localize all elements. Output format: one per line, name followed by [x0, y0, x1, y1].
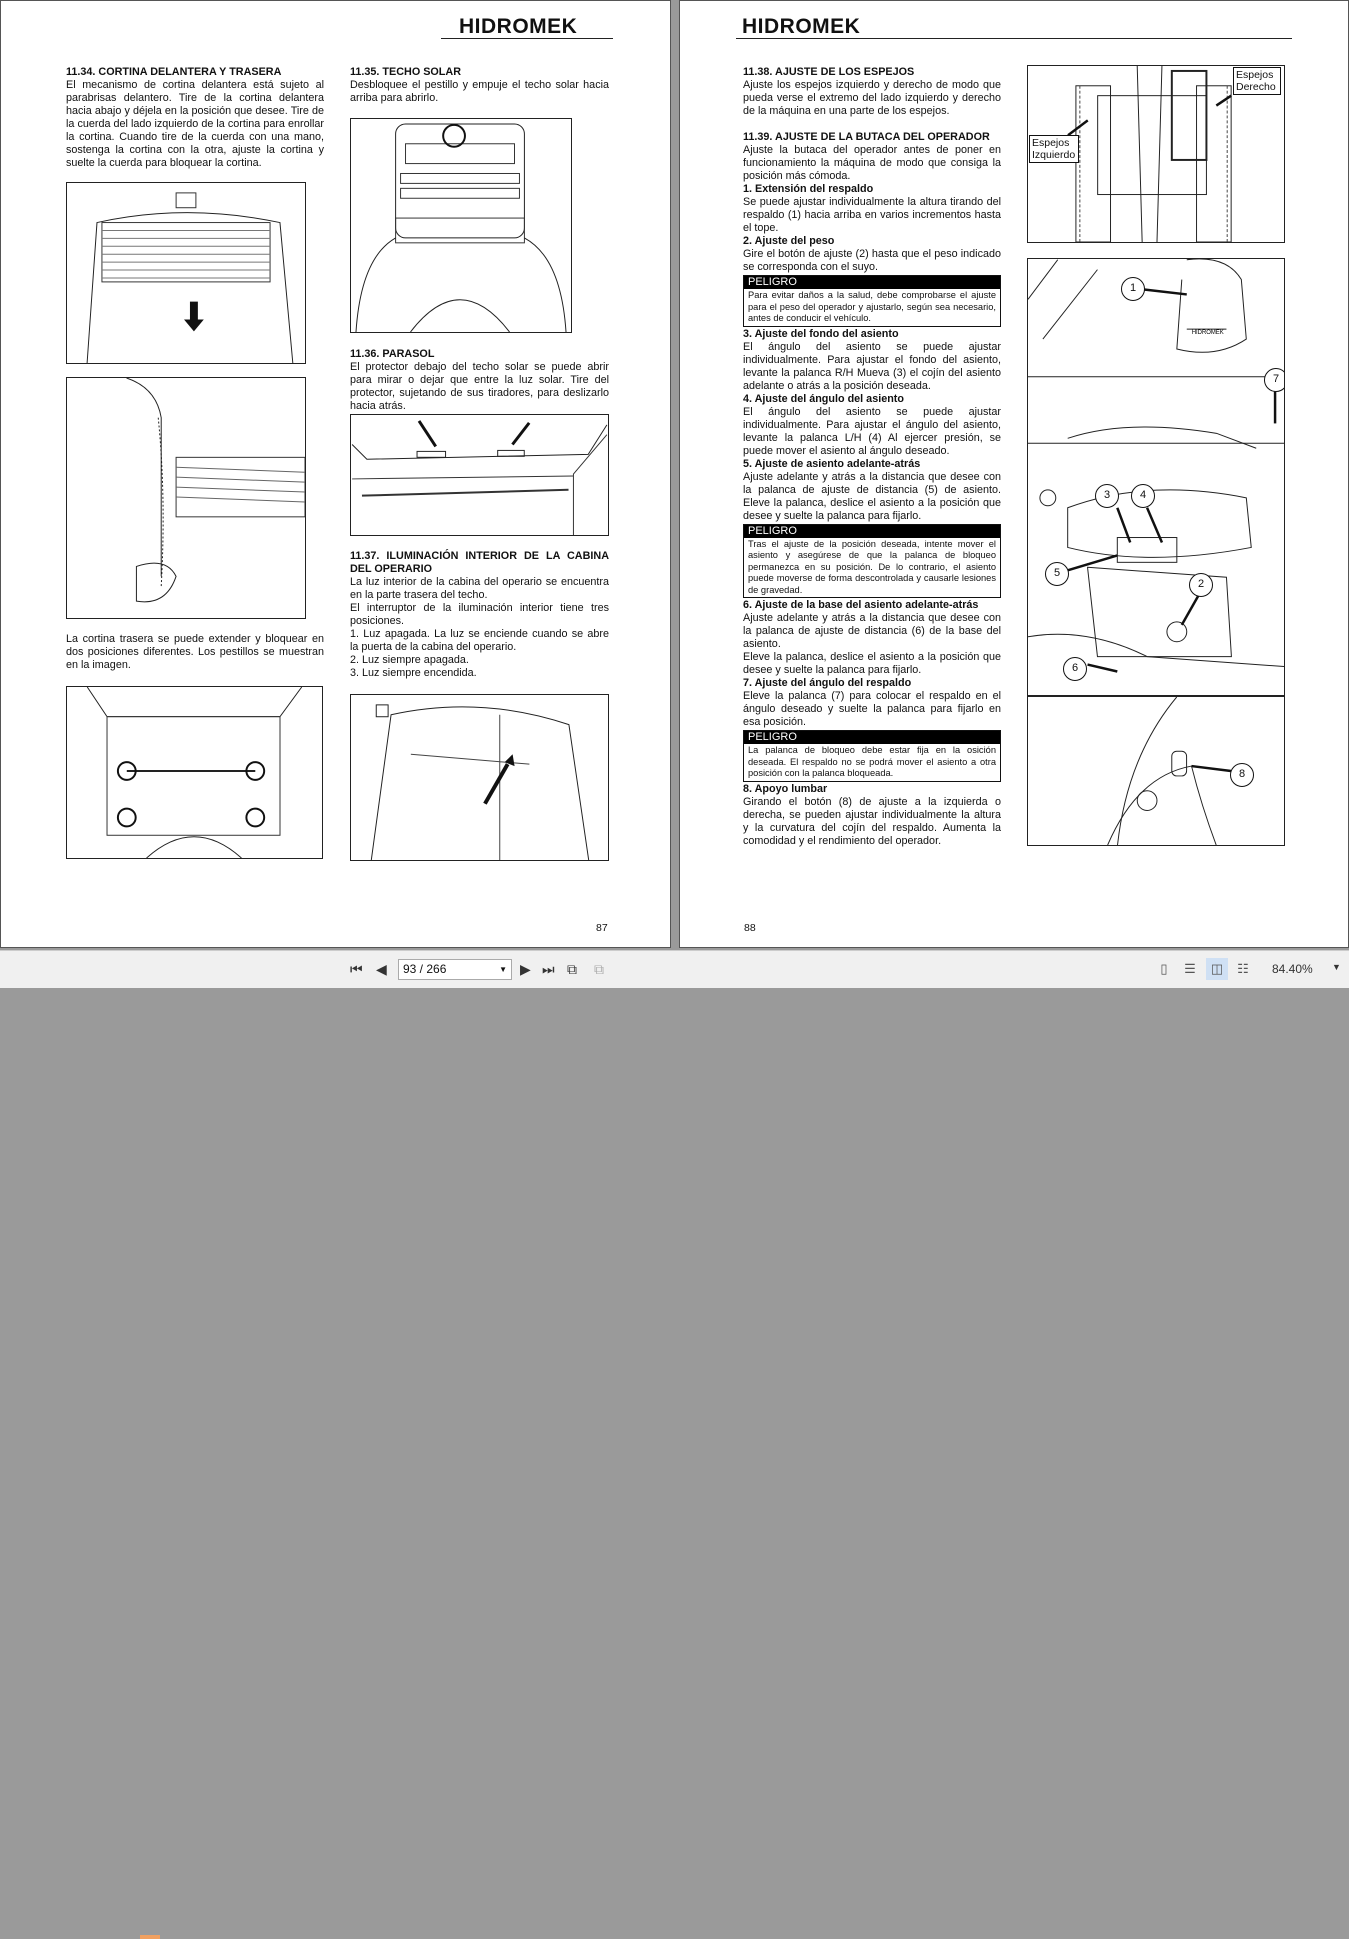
item-heading: 4. Ajuste del ángulo del asiento	[743, 392, 904, 405]
danger-box	[743, 275, 1001, 327]
section-text: 1. Luz apagada. La luz se enciende cuando se abre la puerta de la cabina del operario.	[350, 628, 609, 653]
section-title: 11.34. CORTINA DELANTERA Y TRASERA	[66, 66, 282, 78]
rear-curtain-text: La cortina trasera se puede extender y bloquear en dos posiciones diferentes. Los pestillos se muestran en la imagen.	[66, 633, 324, 671]
header-rule	[441, 38, 613, 39]
continuous-view-icon[interactable]: ☰	[1184, 961, 1196, 976]
curtain-cord-figure	[66, 377, 306, 619]
section-title: 11.38. AJUSTE DE LOS ESPEJOS	[743, 66, 915, 78]
danger-header: PELIGRO	[744, 276, 1000, 289]
item-text: Ajuste adelante y atrás a la distancia que desee con la palanca de ajuste de distancia (6) de la base del asiento.	[743, 612, 1001, 650]
pdf-page-88	[679, 0, 1349, 948]
rotate-page-alt-icon[interactable]: ⧉	[594, 961, 604, 977]
callout-5: 5	[1045, 562, 1069, 586]
section-text: El interruptor de la iluminación interior tiene tres posiciones.	[350, 602, 609, 627]
seat-brand-text: HIDROMEK	[1191, 330, 1224, 337]
seat-adjustment-figure	[1027, 258, 1285, 696]
mirror-label-left: Espejos Izquierdo	[1029, 135, 1079, 163]
danger-text: Para evitar daños a la salud, debe comprobarse el ajuste para el peso del operador y ajustarlo, según sea necesario, antes de conducir el vehículo.	[748, 290, 996, 323]
section-title: 11.39. AJUSTE DE LA BUTACA DEL OPERADOR	[743, 131, 990, 143]
callout-2: 2	[1189, 573, 1213, 597]
danger-header: PELIGRO	[744, 525, 1000, 538]
hidromek-logo: HIDROMEK	[742, 15, 861, 38]
item-text: Se puede ajustar individualmente la altura tirando del respaldo (1) hacia arriba en varios incrementos hasta el tope.	[743, 196, 1001, 234]
last-page-icon[interactable]: ⏭	[542, 961, 555, 977]
section-text: Ajuste la butaca del operador antes de poner en funcionamiento la máquina de modo que consiga la posición más cómoda.	[743, 144, 1001, 182]
danger-box	[743, 730, 1001, 782]
danger-text: Tras el ajuste de la posición deseada, intente mover el asiento y asegúrese de que la palanca de bloqueo permanezca en su posición. De lo contrario, el asiento puede moverse de forma descontrolada y causarle lesiones de gravedad.	[748, 538, 996, 595]
item-heading: 2. Ajuste del peso	[743, 235, 835, 247]
right-text-column	[743, 66, 1001, 848]
section-text: 2. Luz siempre apagada.	[350, 654, 469, 666]
section-11-36	[350, 348, 609, 413]
previous-page-icon[interactable]: ◀	[376, 961, 387, 977]
next-page-icon[interactable]: ▶	[520, 961, 531, 977]
section-text: El mecanismo de cortina delantera está sujeto al parabrisas delantero. Tire de la cortina delantera hacia abajo y déjela en la posición que desee. Tire de la cuerda del lado izquierdo de la cortina para enrollar la cortina. Cuando tire de la cuerda con una mano, sostenga la cortina con la otra, ajuste la cortina y suelte la cuerda para bloquear la cortina.	[66, 79, 324, 169]
callout-4: 4	[1131, 484, 1155, 508]
page-number: 88	[744, 922, 756, 934]
zoom-level[interactable]: 84.40%	[1272, 962, 1313, 976]
item-heading: 1. Extensión del respaldo	[743, 183, 874, 195]
item-text: Girando el botón (8) de ajuste a la izquierda o derecha, se pueden ajustar individualmente la altura y la curvatura del cojín del respaldo. Aumenta la comodidad y el rendimiento del operador.	[743, 795, 1001, 847]
section-title: 11.35. TECHO SOLAR	[350, 66, 462, 78]
status-indicator	[140, 1935, 160, 1939]
zoom-dropdown-icon[interactable]: ▼	[1332, 962, 1341, 972]
pdf-viewer-toolbar	[0, 950, 1349, 988]
section-11-34	[66, 66, 324, 170]
page-number-value: 93 / 266	[403, 962, 447, 976]
item-text: Ajuste adelante y atrás a la distancia que desee con la palanca de ajuste de distancia (5) de asiento. Eleve la palanca, deslice el asiento a la posición que desee y suelte la palanca para fijarlo.	[743, 470, 1001, 522]
callout-6: 6	[1063, 657, 1087, 681]
front-curtain-figure	[66, 182, 306, 364]
hidromek-logo: HIDROMEK	[459, 15, 578, 38]
item-heading: 5. Ajuste de asiento adelante-atrás	[743, 457, 921, 470]
sunroof-figure	[350, 118, 572, 333]
two-page-view-icon[interactable]: ◫	[1206, 958, 1228, 980]
callout-7: 7	[1264, 368, 1285, 392]
item-heading: 7. Ajuste del ángulo del respaldo	[743, 677, 912, 689]
chevron-down-icon[interactable]: ▼	[499, 965, 507, 974]
section-11-37	[350, 550, 609, 680]
mirror-label-right: Espejos Derecho	[1233, 67, 1281, 95]
item-heading: 8. Apoyo lumbar	[743, 782, 828, 795]
two-page-continuous-view-icon[interactable]: ☷	[1237, 961, 1249, 976]
pdf-page-87	[0, 0, 671, 948]
lumbar-support-figure	[1027, 696, 1285, 846]
item-text: Eleve la palanca (7) para colocar el respaldo en el ángulo deseado y suelte la palanca para fijarlo en esa posición.	[743, 690, 1001, 728]
rotate-page-icon[interactable]: ⧉	[567, 961, 577, 977]
page-number: 87	[596, 922, 608, 934]
danger-header: PELIGRO	[744, 731, 1000, 744]
danger-text: La palanca de bloqueo debe estar fija en la osición deseada. El respaldo no se podrá mover el asiento a otra posición con la palanca bloqueada.	[748, 745, 996, 778]
section-title: 11.36. PARASOL	[350, 348, 435, 360]
section-text: Desbloquee el pestillo y empuje el techo solar hacia arriba para abrirlo.	[350, 79, 609, 104]
first-page-icon[interactable]: ⏮	[350, 961, 363, 977]
danger-box	[743, 524, 1001, 599]
callout-3: 3	[1095, 484, 1119, 508]
item-heading: 6. Ajuste de la base del asiento adelante-atrás	[743, 599, 979, 611]
callout-8: 8	[1230, 763, 1254, 787]
mirrors-figure	[1027, 65, 1285, 243]
item-text: El ángulo del asiento se puede ajustar individualmente. Para ajustar el fondo del asiento, levante la palanca R/H Mueva (3) el cojín del asiento adelante o atrás a la posición deseada.	[743, 340, 1001, 392]
rear-curtain-latches-figure	[66, 686, 323, 859]
cabin-light-figure	[350, 694, 609, 861]
item-text: Eleve la palanca, deslice el asiento a la posición que desee y suelte la palanca para fijarlo.	[743, 651, 1001, 676]
section-text: La luz interior de la cabina del operario se encuentra en la parte trasera del techo.	[350, 576, 609, 601]
section-text: Ajuste los espejos izquierdo y derecho de modo que pueda verse el extremo del lado izquierdo y derecho de la máquina en una parte de los espejos.	[743, 79, 1001, 117]
page-number-input[interactable]	[398, 959, 512, 980]
single-page-view-icon[interactable]: ▯	[1160, 961, 1168, 976]
callout-1: 1	[1121, 277, 1145, 301]
item-text: Gire el botón de ajuste (2) hasta que el peso indicado se corresponda con el suyo.	[743, 248, 1001, 273]
header-rule	[736, 38, 1292, 39]
section-text: El protector debajo del techo solar se puede abrir para mirar o dejar que entre la luz solar. Tire del protector, sujetando de sus tiradores, para deslizarlo hacia atrás.	[350, 361, 609, 412]
item-text: El ángulo del asiento se puede ajustar individualmente. Para ajustar el ángulo del asiento, levante la palanca L/H (4) Al ejercer presión, se puede mover el asiento al ángulo deseado.	[743, 405, 1001, 457]
section-title: 11.37. ILUMINACIÓN INTERIOR DE LA CABINA DEL OPERARIO	[350, 550, 609, 575]
section-text: 3. Luz siempre encendida.	[350, 667, 477, 679]
section-11-35	[350, 66, 609, 105]
parasol-figure	[350, 414, 609, 536]
item-heading: 3. Ajuste del fondo del asiento	[743, 327, 899, 340]
